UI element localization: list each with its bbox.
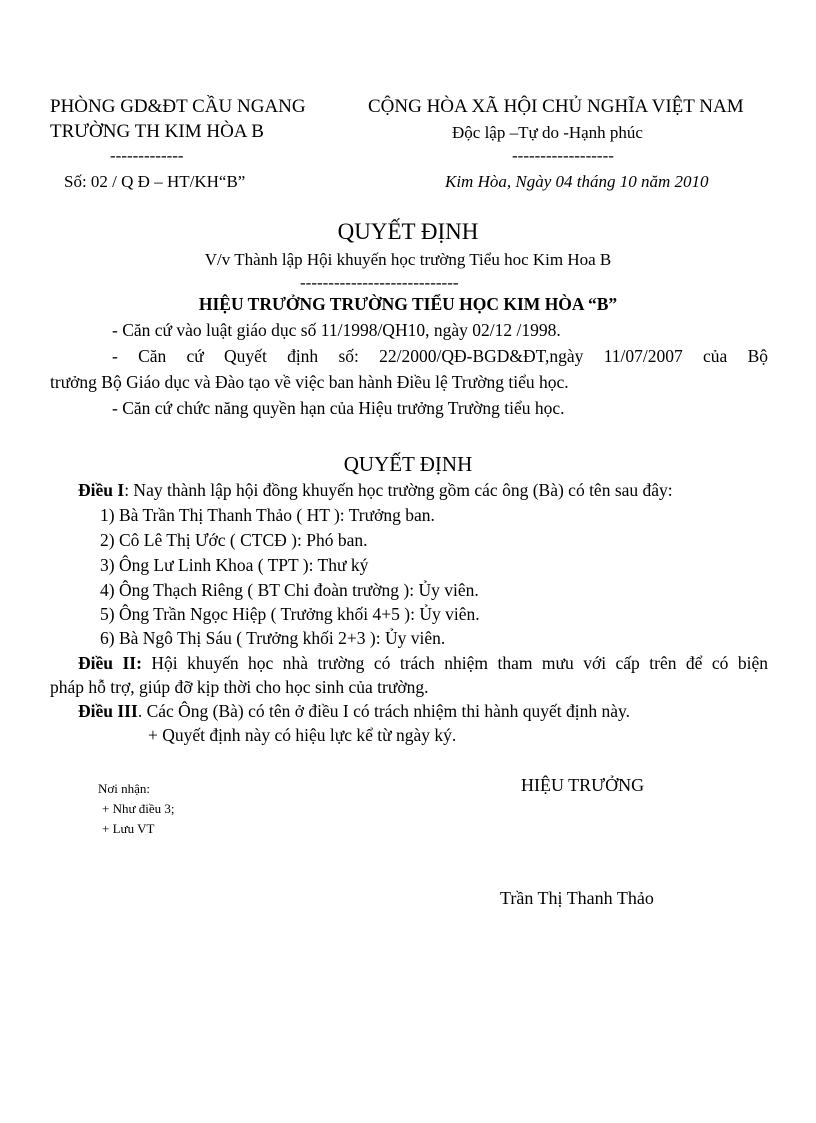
place-date: Kim Hòa, Ngày 04 tháng 10 năm 2010 — [445, 172, 709, 191]
left-header-rule: ------------- — [110, 146, 184, 165]
member-item: 2) Cô Lê Thị Ước ( CTCĐ ): Phó ban. — [100, 530, 368, 550]
article-1-text: : Nay thành lập hội đồng khuyến học trường gồm các ông (Bà) có tên sau đây: — [124, 480, 673, 500]
article-2-line2: pháp hỗ trợ, giúp đỡ kịp thời cho học sinh của trường. — [50, 677, 429, 697]
signer-title: HIỆU TRƯỞNG — [521, 775, 645, 795]
basis-principal-authority: - Căn cứ chức năng quyền hạn của Hiệu trưởng Trường tiểu học. — [112, 398, 565, 418]
member-item: 1) Bà Trần Thị Thanh Thảo ( HT ): Trưởng ban. — [100, 505, 435, 525]
member-item: 3) Ông Lư Linh Khoa ( TPT ): Thư ký — [100, 555, 369, 575]
subject-rule: ---------------------------- — [300, 273, 459, 292]
article-2-text: Hội khuyến học nhà trường có trách nhiệm tham mưu với cấp trên để có biện — [141, 653, 768, 673]
recipients-label: Nơi nhận: — [98, 781, 151, 796]
recipient-item: + Lưu VT — [102, 821, 155, 836]
right-header-rule: ------------------ — [512, 146, 614, 165]
article-3-text: . Các Ông (Bà) có tên ở điều I có trách nhiệm thi hành quyết định này. — [137, 701, 630, 721]
article-3-label: Điều III — [78, 701, 138, 721]
effective-clause: + Quyết định này có hiệu lực kể từ ngày ký. — [148, 725, 457, 745]
decision-heading: QUYẾT ĐỊNH — [343, 452, 473, 476]
issuing-office: PHÒNG GD&ĐT CẦU NGANG — [50, 96, 306, 117]
article-3 — [78, 701, 630, 722]
national-motto: Độc lập –Tự do -Hạnh phúc — [452, 123, 643, 142]
article-1 — [78, 480, 673, 501]
member-item: 4) Ông Thạch Riêng ( BT Chi đoàn trường ): Ủy viên. — [100, 580, 479, 600]
document-title: QUYẾT ĐỊNH — [337, 219, 479, 244]
article-2-label: Điều II: — [78, 653, 142, 673]
basis-regulation-line1: - Căn cứ Quyết định số: 22/2000/QĐ-BGD&ĐT,ngày 11/07/2007 của Bộ — [112, 346, 768, 366]
article-2-line1 — [78, 653, 768, 674]
article-1-label: Điều I — [78, 480, 125, 500]
recipient-item: + Như điều 3; — [102, 801, 175, 816]
member-item: 6) Bà Ngô Thị Sáu ( Trưởng khối 2+3 ): Ủy viên. — [100, 628, 446, 648]
document-number: Số: 02 / Q Đ – HT/KH“B” — [64, 172, 246, 191]
signer-name: Trần Thị Thanh Thảo — [500, 888, 654, 908]
national-title: CỘNG HÒA XÃ HỘI CHỦ NGHĨA VIỆT NAM — [368, 96, 744, 117]
member-item: 5) Ông Trần Ngọc Hiệp ( Trưởng khối 4+5 ): Ủy viên. — [100, 604, 480, 624]
basis-regulation-line2: trưởng Bộ Giáo dục và Đào tạo về việc ban hành Điều lệ Trường tiểu học. — [50, 372, 569, 392]
authority-heading: HIỆU TRƯỞNG TRƯỜNG TIỂU HỌC KIM HÒA “B” — [198, 294, 618, 314]
document-subject: V/v Thành lập Hội khuyến học trường Tiểu hoc Kim Hoa B — [204, 250, 612, 269]
basis-education-law: - Căn cứ vào luật giáo dục số 11/1998/QH10, ngày 02/12 /1998. — [112, 320, 561, 340]
school-name: TRƯỜNG TH KIM HÒA B — [50, 121, 264, 142]
